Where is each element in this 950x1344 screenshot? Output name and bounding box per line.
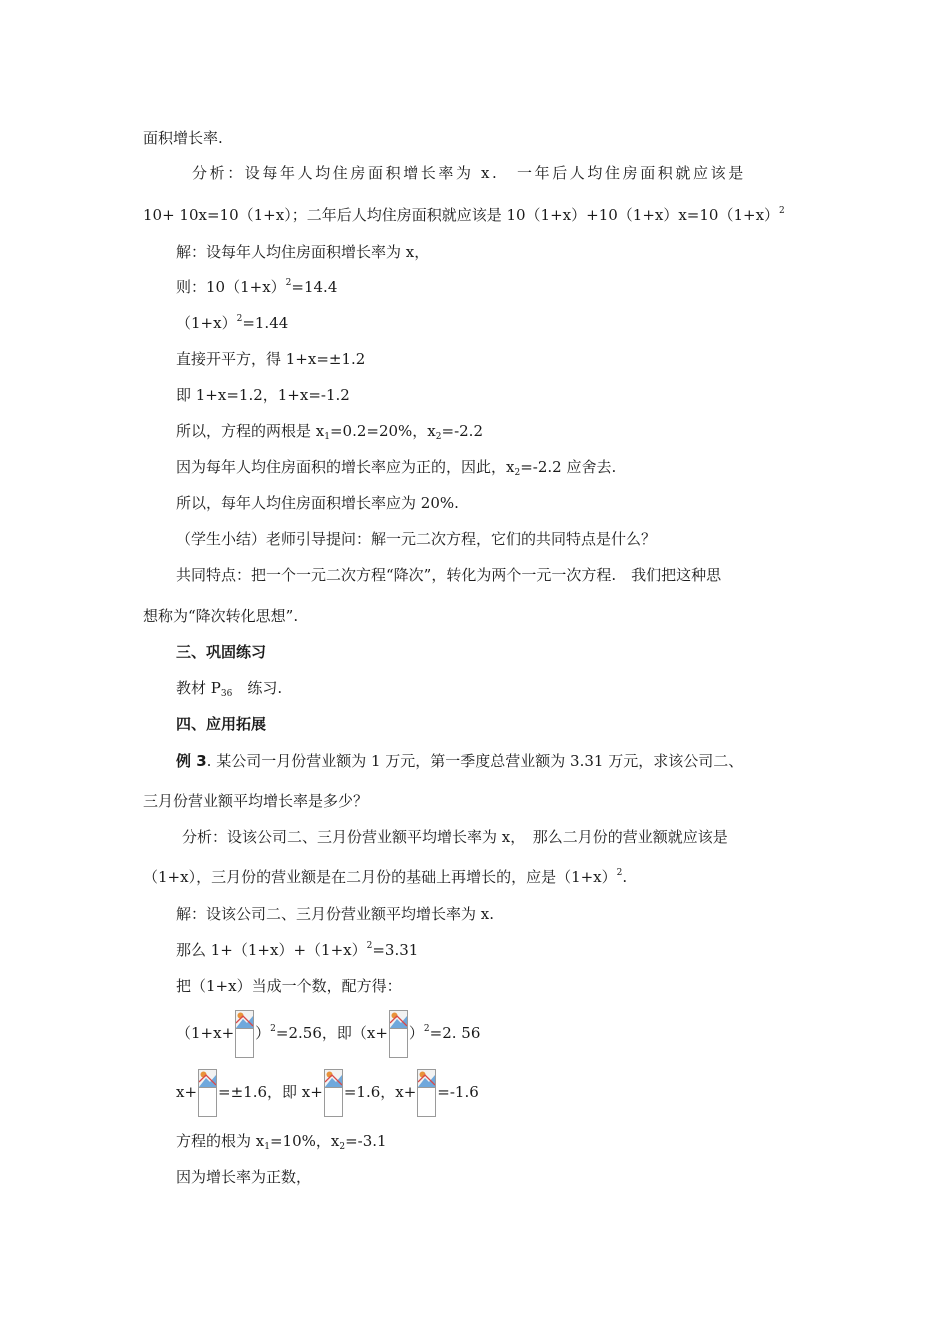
text-segment: ） bbox=[255, 1024, 271, 1042]
example-line bbox=[176, 751, 743, 771]
text-segment: =1.44 bbox=[242, 314, 289, 332]
analysis-paragraph-line: 分析：设该公司二、三月份营业额平均增长率为 x， 那么二月份的营业额就应该是 bbox=[182, 828, 728, 846]
equation-line bbox=[176, 277, 337, 297]
text-line: 想称为“降次转化思想”. bbox=[143, 607, 299, 625]
text-line bbox=[176, 678, 282, 698]
text-line: 面积增长率. bbox=[143, 129, 223, 147]
text-line: 解：设该公司二、三月份营业额平均增长率为 x. bbox=[176, 905, 494, 923]
text-segment: 因为每年人均住房面积的增长率应为正的，因此，x bbox=[176, 458, 515, 476]
exponent: 2 bbox=[236, 314, 243, 324]
broken-image-icon bbox=[198, 1069, 217, 1117]
text-segment: （1+x+ bbox=[176, 1024, 235, 1042]
text-line bbox=[176, 1131, 387, 1151]
example-label: 例 3 bbox=[176, 752, 207, 770]
subscript: 2 bbox=[514, 468, 521, 478]
subscript: 1 bbox=[324, 432, 330, 442]
text-line: 所以，每年人均住房面积增长率应为 20%. bbox=[176, 494, 459, 512]
text-segment: =0.2=20%，x bbox=[329, 422, 436, 440]
exponent: 2 bbox=[366, 941, 373, 951]
broken-image-icon bbox=[389, 1010, 408, 1058]
subscript: 2 bbox=[435, 432, 442, 442]
equation-line bbox=[176, 313, 288, 333]
text-segment: =14.4 bbox=[291, 278, 338, 296]
broken-image-icon bbox=[417, 1069, 436, 1117]
text-segment: x+ bbox=[176, 1083, 198, 1101]
text-line bbox=[143, 205, 785, 225]
text-line: 共同特点：把一个一元二次方程“降次”，转化为两个一元一次方程. 我们把这种思 bbox=[176, 566, 722, 584]
text-line bbox=[176, 457, 616, 477]
text-line bbox=[143, 867, 627, 887]
exponent: 2 bbox=[270, 1024, 276, 1034]
exponent: 2 bbox=[779, 206, 785, 216]
exponent: 2 bbox=[616, 868, 623, 878]
text-segment: =1.6，x+ bbox=[343, 1083, 417, 1101]
solution-line: 解：设每年人均住房面积增长率为 x， bbox=[176, 243, 430, 261]
section-heading: 四、应用拓展 bbox=[176, 715, 267, 733]
text-segment: . bbox=[622, 868, 628, 886]
analysis-paragraph-line: 分析：设每年人均住房面积增长率为 x. 一年后人均住房面积就应该是 bbox=[192, 164, 746, 182]
text-segment: =±1.6，即 x+ bbox=[218, 1083, 323, 1101]
text-segment: 所以，方程的两根是 x bbox=[176, 422, 325, 440]
text-segment: 那么 1+（1+x）+（1+x） bbox=[176, 941, 367, 959]
text-segment: =-2.2 bbox=[441, 422, 483, 440]
text-segment: =10%，x bbox=[269, 1132, 340, 1150]
text-line: 把（1+x）当成一个数，配方得： bbox=[176, 977, 402, 995]
equation-line bbox=[176, 1008, 480, 1058]
text-segment: =3.31 bbox=[372, 941, 419, 959]
exponent: 2 bbox=[423, 1024, 430, 1034]
text-segment: 练习. bbox=[232, 679, 283, 697]
text-segment: =2.56，即（x+ bbox=[275, 1024, 388, 1042]
text-line: （学生小结）老师引导提问：解一元二次方程，它们的共同特点是什么？ bbox=[176, 530, 657, 548]
text-segment: （1+x），三月份的营业额是在二月份的基础上再增长的，应是（1+x） bbox=[143, 868, 617, 886]
text-segment: =-1.6 bbox=[437, 1083, 479, 1101]
equation-line bbox=[176, 940, 418, 960]
text-segment: =-3.1 bbox=[345, 1132, 387, 1150]
text-segment: =2. 56 bbox=[429, 1024, 481, 1042]
subscript: 2 bbox=[339, 1142, 346, 1152]
text-line: 直接开平方，得 1+x=±1.2 bbox=[176, 350, 366, 368]
broken-image-icon bbox=[324, 1069, 343, 1117]
broken-image-icon bbox=[235, 1010, 254, 1058]
text-segment: 则：10（1+x） bbox=[176, 278, 286, 296]
text-segment: =-2.2 应舍去. bbox=[520, 458, 617, 476]
text-segment: 教材 P bbox=[176, 679, 221, 697]
text-segment: 10+ 10x=10（1+x）；二年后人均住房面积就应该是 10（1+x）+10（1+x）x=10（1+x） bbox=[143, 206, 780, 224]
text-segment: （1+x） bbox=[176, 314, 237, 332]
text-line: 因为增长率为正数， bbox=[176, 1168, 312, 1186]
text-segment: 方程的根为 x bbox=[176, 1132, 265, 1150]
subscript: 1 bbox=[264, 1142, 270, 1152]
text-line bbox=[176, 421, 483, 441]
text-line: 三月份营业额平均增长率是多少？ bbox=[143, 792, 369, 810]
section-heading: 三、巩固练习 bbox=[176, 643, 267, 661]
exponent: 2 bbox=[285, 278, 292, 288]
equation-line bbox=[176, 1067, 479, 1117]
text-line: 即 1+x=1.2，1+x=-1.2 bbox=[176, 386, 350, 404]
text-segment: . 某公司一月份营业额为 1 万元，第一季度总营业额为 3.31 万元，求该公司二、 bbox=[206, 752, 744, 770]
text-segment: ） bbox=[408, 1024, 424, 1042]
subscript: 36 bbox=[220, 689, 233, 699]
